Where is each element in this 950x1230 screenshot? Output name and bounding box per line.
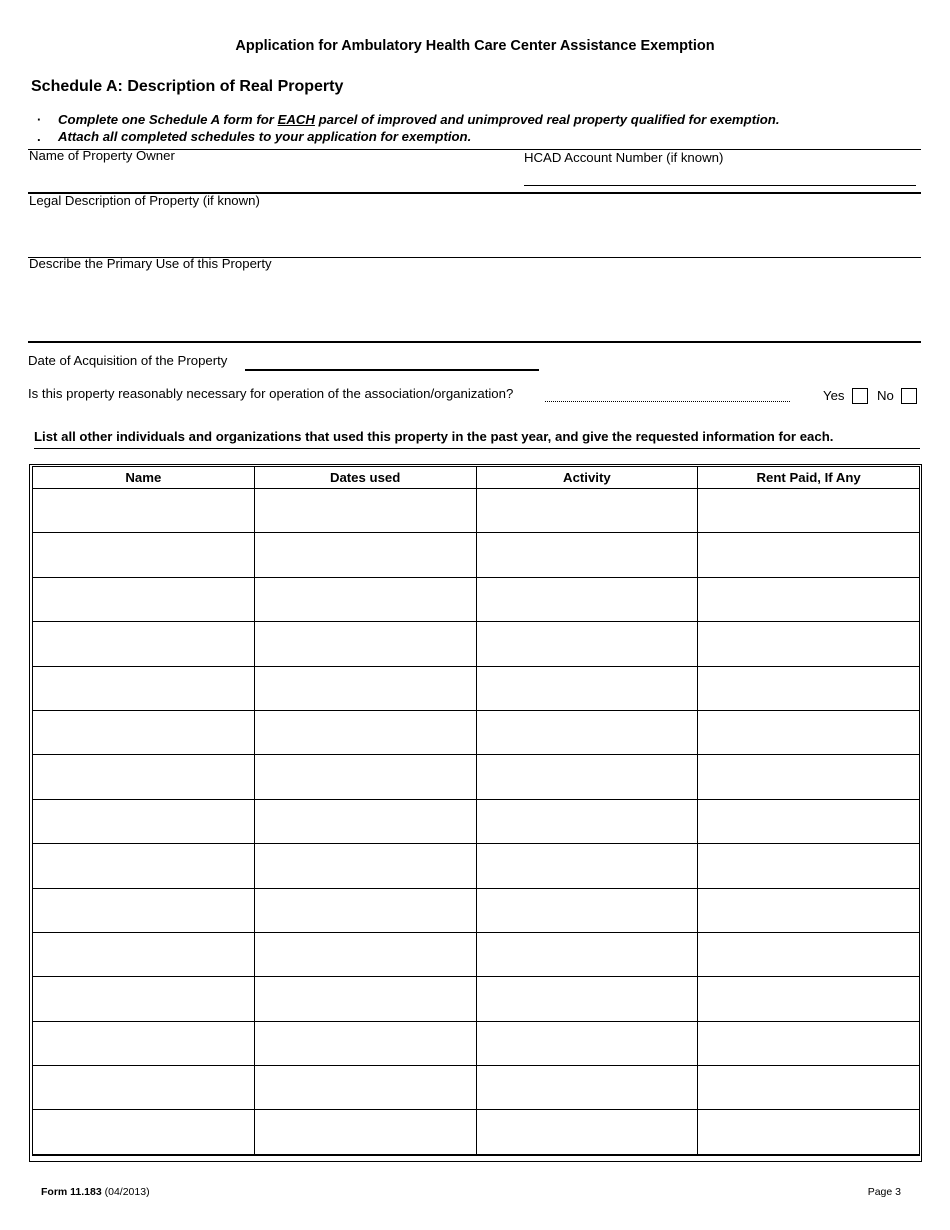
cell-dates-used[interactable] <box>254 577 476 621</box>
cell-dates-used[interactable] <box>254 1110 476 1155</box>
cell-activity[interactable] <box>476 1110 698 1155</box>
cell-activity[interactable] <box>476 799 698 843</box>
primary-use-label: Describe the Primary Use of this Property <box>29 256 272 271</box>
hcad-account-label: HCAD Account Number (if known) <box>524 150 724 165</box>
instruction-1: · Complete one Schedule A form for EACH parcel of improved and unimproved real property qualified for exemption. <box>37 112 780 127</box>
cell-rent-paid[interactable] <box>698 489 920 533</box>
table-row <box>33 489 920 533</box>
table-row <box>33 799 920 843</box>
cell-rent-paid[interactable] <box>698 577 920 621</box>
cell-activity[interactable] <box>476 622 698 666</box>
cell-rent-paid[interactable] <box>698 799 920 843</box>
cell-name[interactable] <box>33 844 255 888</box>
cell-rent-paid[interactable] <box>698 622 920 666</box>
cell-name[interactable] <box>33 1110 255 1155</box>
cell-rent-paid[interactable] <box>698 1110 920 1155</box>
cell-dates-used[interactable] <box>254 489 476 533</box>
necessary-question-label: Is this property reasonably necessary for operation of the association/organization? <box>28 386 514 401</box>
cell-rent-paid[interactable] <box>698 977 920 1021</box>
cell-rent-paid[interactable] <box>698 1021 920 1065</box>
cell-rent-paid[interactable] <box>698 932 920 976</box>
table-row <box>33 755 920 799</box>
cell-name[interactable] <box>33 489 255 533</box>
cell-name[interactable] <box>33 577 255 621</box>
cell-activity[interactable] <box>476 755 698 799</box>
cell-name[interactable] <box>33 1066 255 1110</box>
cell-name[interactable] <box>33 533 255 577</box>
table-row <box>33 977 920 1021</box>
schedule-title: Schedule A: Description of Real Property <box>31 78 344 95</box>
hcad-account-field[interactable] <box>524 166 916 184</box>
cell-dates-used[interactable] <box>254 932 476 976</box>
cell-rent-paid[interactable] <box>698 710 920 754</box>
cell-name[interactable] <box>33 932 255 976</box>
cell-activity[interactable] <box>476 932 698 976</box>
acquisition-date-field[interactable] <box>245 352 539 369</box>
cell-rent-paid[interactable] <box>698 1066 920 1110</box>
yes-label: Yes <box>823 388 845 403</box>
cell-dates-used[interactable] <box>254 799 476 843</box>
cell-dates-used[interactable] <box>254 977 476 1021</box>
bullet: . <box>37 129 41 144</box>
table-row <box>33 710 920 754</box>
cell-name[interactable] <box>33 1021 255 1065</box>
each-emphasis: EACH <box>277 112 315 127</box>
acquisition-date-label: Date of Acquisition of the Property <box>28 353 228 368</box>
cell-name[interactable] <box>33 710 255 754</box>
cell-dates-used[interactable] <box>254 888 476 932</box>
table-row <box>33 932 920 976</box>
dot-leader <box>545 401 790 402</box>
table-row <box>33 533 920 577</box>
yes-checkbox[interactable] <box>852 388 868 404</box>
cell-activity[interactable] <box>476 489 698 533</box>
instruction-2: . Attach all completed schedules to your application for exemption. <box>37 129 472 144</box>
column-header-activity: Activity <box>476 467 698 489</box>
cell-dates-used[interactable] <box>254 844 476 888</box>
cell-rent-paid[interactable] <box>698 666 920 710</box>
cell-activity[interactable] <box>476 666 698 710</box>
form-revision-date: (04/2013) <box>104 1186 150 1198</box>
cell-name[interactable] <box>33 666 255 710</box>
usage-table-heading: List all other individuals and organizations that used this property in the past year, and give the requested information for each. <box>34 429 834 444</box>
cell-name[interactable] <box>33 622 255 666</box>
column-header-dates-used: Dates used <box>254 467 476 489</box>
cell-name[interactable] <box>33 977 255 1021</box>
cell-dates-used[interactable] <box>254 710 476 754</box>
acquisition-date-underline <box>245 369 539 371</box>
cell-name[interactable] <box>33 755 255 799</box>
primary-use-field[interactable] <box>29 274 919 338</box>
cell-dates-used[interactable] <box>254 1021 476 1065</box>
cell-activity[interactable] <box>476 577 698 621</box>
owner-name-label: Name of Property Owner <box>29 148 175 163</box>
cell-rent-paid[interactable] <box>698 888 920 932</box>
table-row <box>33 622 920 666</box>
cell-dates-used[interactable] <box>254 666 476 710</box>
owner-name-field[interactable] <box>29 166 509 190</box>
table-row <box>33 1021 920 1065</box>
table-row <box>33 577 920 621</box>
cell-activity[interactable] <box>476 844 698 888</box>
legal-description-field[interactable] <box>29 211 919 255</box>
cell-dates-used[interactable] <box>254 533 476 577</box>
heading-underline <box>34 448 920 449</box>
cell-dates-used[interactable] <box>254 755 476 799</box>
cell-rent-paid[interactable] <box>698 844 920 888</box>
cell-dates-used[interactable] <box>254 1066 476 1110</box>
bullet: · <box>37 112 42 127</box>
cell-name[interactable] <box>33 888 255 932</box>
usage-table-frame <box>29 464 922 1162</box>
form-title: Application for Ambulatory Health Care Center Assistance Exemption <box>235 38 715 54</box>
table-row <box>33 1066 920 1110</box>
table-row <box>33 1110 920 1155</box>
form-number <box>41 1186 150 1198</box>
cell-activity[interactable] <box>476 1066 698 1110</box>
table-header-row <box>33 467 920 489</box>
cell-rent-paid[interactable] <box>698 755 920 799</box>
table-row <box>33 844 920 888</box>
page-number: Page 3 <box>867 1186 901 1198</box>
cell-dates-used[interactable] <box>254 622 476 666</box>
cell-rent-paid[interactable] <box>698 533 920 577</box>
hcad-account-underline <box>524 185 916 186</box>
column-header-name: Name <box>33 467 255 489</box>
cell-activity[interactable] <box>476 710 698 754</box>
divider <box>28 341 921 343</box>
table-row <box>33 666 920 710</box>
form-number-code: Form 11.183 <box>41 1186 102 1198</box>
legal-description-label: Legal Description of Property (if known) <box>29 193 260 208</box>
cell-activity[interactable] <box>476 533 698 577</box>
usage-table <box>32 466 920 1156</box>
cell-name[interactable] <box>33 799 255 843</box>
cell-activity[interactable] <box>476 888 698 932</box>
no-label: No <box>877 388 894 403</box>
no-checkbox[interactable] <box>901 388 917 404</box>
cell-activity[interactable] <box>476 977 698 1021</box>
table-row <box>33 888 920 932</box>
column-header-rent-paid: Rent Paid, If Any <box>698 467 920 489</box>
cell-activity[interactable] <box>476 1021 698 1065</box>
